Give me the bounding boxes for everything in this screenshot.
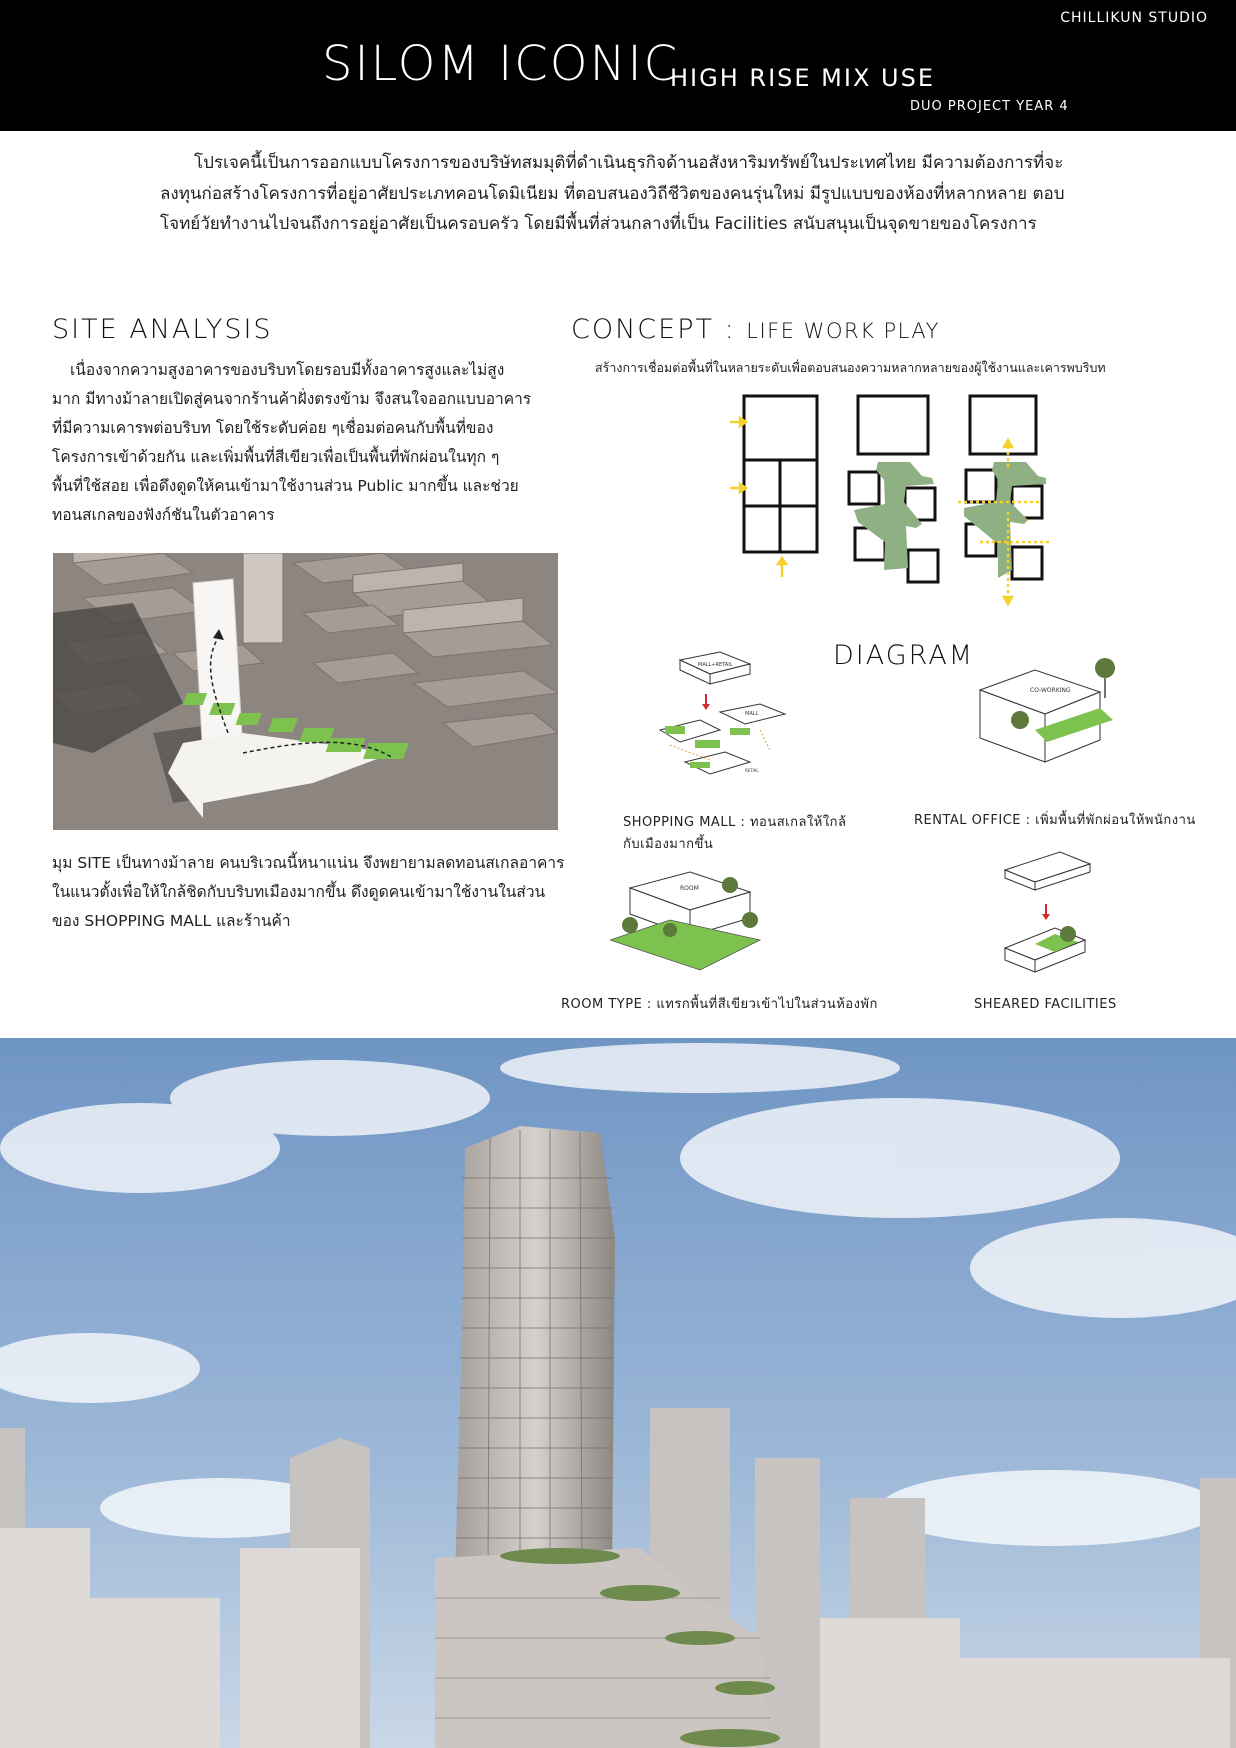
page-subtitle: HIGH RISE MIX USE bbox=[670, 64, 935, 92]
intro-paragraph: โปรเจคนี้เป็นการออกแบบโครงการของบริษัทสมมุติที่ดำเนินธุรกิจด้านอสังหาริมทรัพย์ในประเทศไทย มีความต้องการที่จะลงทุนก่อสร้างโครงการที่อยู่อาศัยประเภทคอนโดมิเนียม ที่ตอบสนองวิถีชีวิตของคนรุ่นใหม่ มีรูปแบบของห้องที่หลากหลาย ตอบโจทย์วัยทำงานไปจนถึงการอยู่อาศัยเป็นครอบครัว โดยมีพื้นที่ส่วนกลางที่เป็น Facilities สนับสนุนเป็นจุดขายของโครงการ bbox=[160, 153, 1065, 234]
mall-retail-label: MALL+RETAIL bbox=[698, 662, 733, 668]
page-title: SILOM ICONIC bbox=[322, 36, 680, 92]
studio-name: CHILLIKUN STUDIO bbox=[1060, 10, 1208, 26]
room-label: ROOM bbox=[680, 885, 699, 892]
concept-heading bbox=[571, 314, 940, 345]
intro-text bbox=[160, 148, 1080, 240]
room-type-diagram bbox=[610, 870, 770, 975]
concept-heading-main: CONCEPT : bbox=[571, 314, 736, 345]
retail-label: RETAIL bbox=[745, 768, 759, 773]
concept-diagram bbox=[710, 392, 1085, 617]
concept-heading-sub: LIFE WORK PLAY bbox=[746, 319, 940, 343]
site-analysis-heading: SITE ANALYSIS bbox=[52, 314, 273, 345]
rental-office-diagram bbox=[975, 650, 1140, 775]
concept-description: สร้างการเชื่อมต่อพื้นที่ในหลายระดับเพื่อตอบสนองความหลากหลายของผู้ใช้งานและเคารพบริบท bbox=[595, 360, 1106, 375]
site-analysis-paragraph: เนื่องจากความสูงอาคารของบริบทโดยรอบมีทั้งอาคารสูงและไม่สูงมาก มีทางม้าลายเปิดสู่คนจากร้านค้าฝั่งตรงข้าม จึงสนใจออกแบบอาคารที่มีความเคารพต่อบริบท โดยใช้ระดับค่อย ๆเชื่อมต่อคนกับพื้นที่ของโครงการเข้าด้วยกัน และเพิ่มพื้นที่สีเขียวเพื่อเป็นพื้นที่พักผ่อนในทุก ๆ พื้นที่ใช้สอย เพื่อดึงดูดให้คนเข้ามาใช้งานส่วน Public มากขึ้น และช่วยทอนสเกลของฟังก์ชันในตัวอาคาร bbox=[52, 361, 532, 524]
site-massing-image bbox=[53, 553, 558, 830]
coworking-label: CO-WORKING bbox=[1030, 687, 1071, 694]
mall-label: MALL bbox=[745, 711, 759, 717]
room-type-caption: ROOM TYPE : แทรกพื้นที่สีเขียวเข้าไปในส่วนห้องพัก bbox=[561, 997, 878, 1012]
diagram-heading: DIAGRAM bbox=[833, 640, 975, 671]
shared-facilities-caption: SHEARED FACILITIES bbox=[974, 997, 1117, 1012]
rental-office-caption: RENTAL OFFICE : เพิ่มพื้นที่พักผ่อนให้พนักงาน bbox=[914, 813, 1196, 828]
shared-facilities-diagram bbox=[1000, 848, 1095, 973]
shopping-mall-caption: SHOPPING MALL : ทอนสเกลให้ใกล้กับเมืองมากขึ้น bbox=[623, 815, 847, 852]
site-caption: มุม SITE เป็นทางม้าลาย คนบริเวณนี้หนาแน่น จึงพยายามลดทอนสเกลอาคารในแนวตั้งเพื่อให้ใกล้ชิดกับบริบทเมืองมากขึ้น ดึงดูดคนเข้ามาใช้งานในส่วนของ SHOPPING MALL และร้านค้า bbox=[52, 854, 565, 930]
project-note: DUO PROJECT YEAR 4 bbox=[910, 99, 1069, 114]
shopping-mall-diagram bbox=[650, 650, 800, 805]
site-analysis-text bbox=[52, 356, 532, 530]
tower-render-image bbox=[0, 1038, 1236, 1748]
